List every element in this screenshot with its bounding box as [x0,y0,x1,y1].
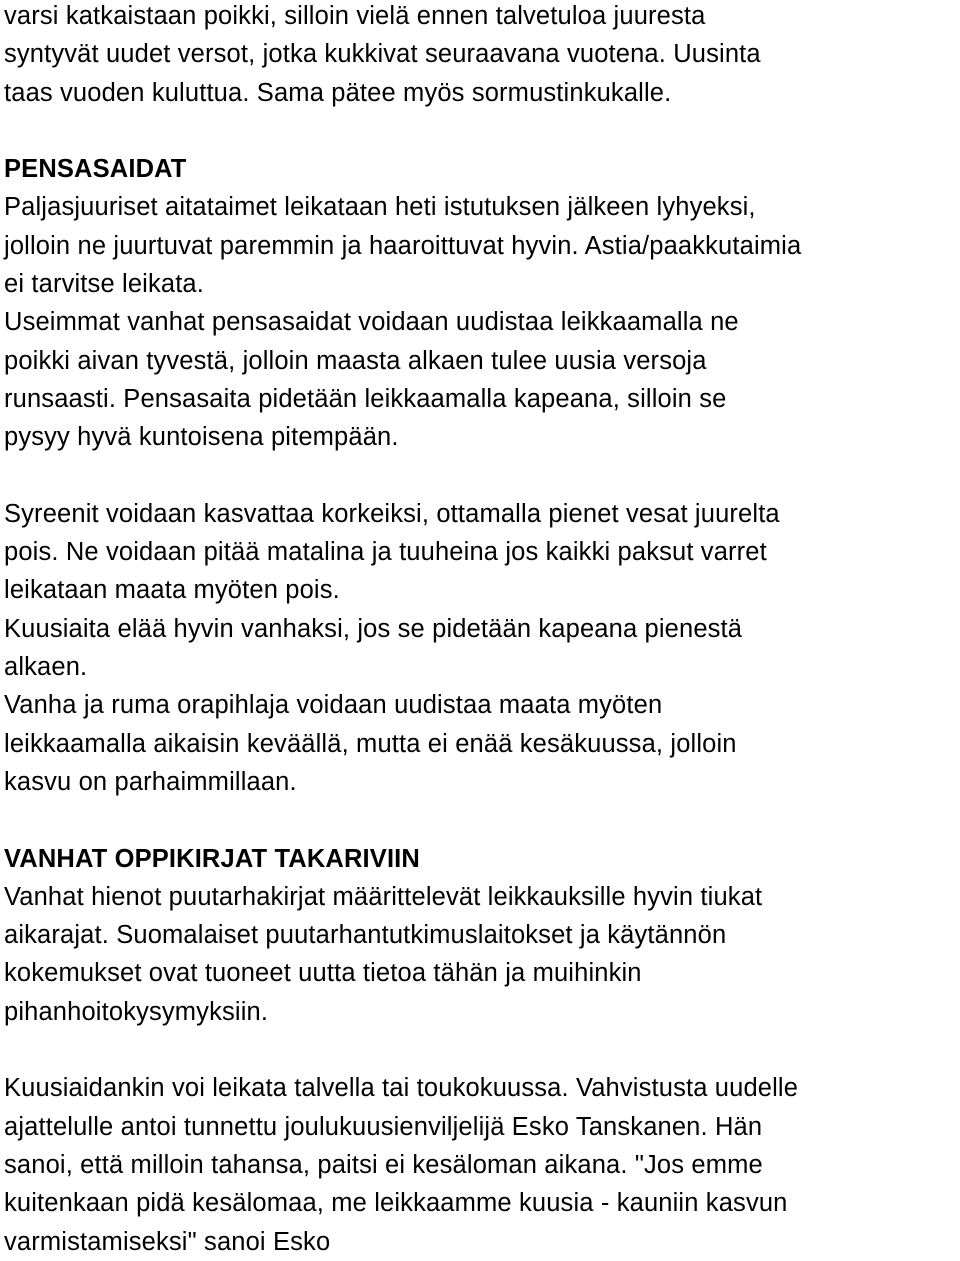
section-heading-vanhat-oppikirjat: VANHAT OPPIKIRJAT TAKARIVIIN [4,844,420,873]
text-line: varsi katkaistaan poikki, silloin vielä ennen talvetuloa juuresta [4,2,706,30]
paragraph-syreenit [4,495,956,801]
text-line: Kuusiaita elää hyvin vanhaksi, jos se pidetään kapeana pienestä [4,614,743,643]
text-line: poikki aivan tyvestä, jolloin maasta alkaen tulee uusia versoja [4,346,707,375]
text-line: Vanhat hienot puutarhakirjat määrittelevät leikkauksille hyvin tiukat [4,882,763,911]
text-line: Vanha ja ruma orapihlaja voidaan uudistaa maata myöten [4,691,663,720]
text-line: ajattelulle antoi tunnettu joulukuusienviljelijä Esko Tanskanen. Hän [4,1112,763,1141]
paragraph-spacer [4,1031,956,1069]
text-line: alkaen. [4,653,88,682]
text-line: kasvu on parhaimmillaan. [4,767,297,796]
paragraph-pensasaidat [4,188,956,456]
text-line: pysyy hyvä kuntoisena pitempään. [4,423,399,452]
paragraph-spacer [4,801,956,839]
paragraph-spacer [4,457,956,495]
text-line: varmistamiseksi" sanoi Esko [4,1227,331,1256]
paragraph-spacer [4,112,956,150]
text-line: jolloin ne juurtuvat paremmin ja haaroittuvat hyvin. Astia/paakkutaimia [4,231,802,260]
paragraph-oppikirjat [4,878,956,1031]
paragraph-kuusiaita [4,1069,956,1260]
text-line: sanoi, että milloin tahansa, paitsi ei kesäloman aikana. "Jos emme [4,1150,763,1179]
text-line: Kuusiaidankin voi leikata talvella tai toukokuussa. Vahvistusta uudelle [4,1074,799,1103]
text-line: Paljasjuuriset aitataimet leikataan heti istutuksen jälkeen lyhyeksi, [4,193,756,222]
text-line: kuitenkaan pidä kesälomaa, me leikkaamme kuusia - kauniin kasvun [4,1189,788,1218]
section-heading-pensasaidat: PENSASAIDAT [4,155,187,184]
text-line: aikarajat. Suomalaiset puutarhantutkimuslaitokset ja käytännön [4,921,727,950]
text-line: pihanhoitokysymyksiin. [4,997,269,1026]
document-page [4,0,956,1261]
paragraph-intro [4,0,956,112]
text-line: Useimmat vanhat pensasaidat voidaan uudistaa leikkaamalla ne [4,308,739,337]
text-line: pois. Ne voidaan pitää matalina ja tuuheina jos kaikki paksut varret [4,538,767,567]
text-line: runsaasti. Pensasaita pidetään leikkaamalla kapeana, silloin se [4,384,727,413]
text-line: leikkaamalla aikaisin keväällä, mutta ei enää kesäkuussa, jolloin [4,729,737,758]
text-line: Syreenit voidaan kasvattaa korkeiksi, ottamalla pienet vesat juurelta [4,499,780,528]
text-line: leikataan maata myöten pois. [4,576,340,605]
text-line: ei tarvitse leikata. [4,270,205,299]
text-line: syntyvät uudet versot, jotka kukkivat seuraavana vuotena. Uusinta [4,40,761,69]
text-line: kokemukset ovat tuoneet uutta tietoa tähän ja muihinkin [4,959,642,988]
text-line: taas vuoden kuluttua. Sama pätee myös sormustinkukalle. [4,78,672,107]
